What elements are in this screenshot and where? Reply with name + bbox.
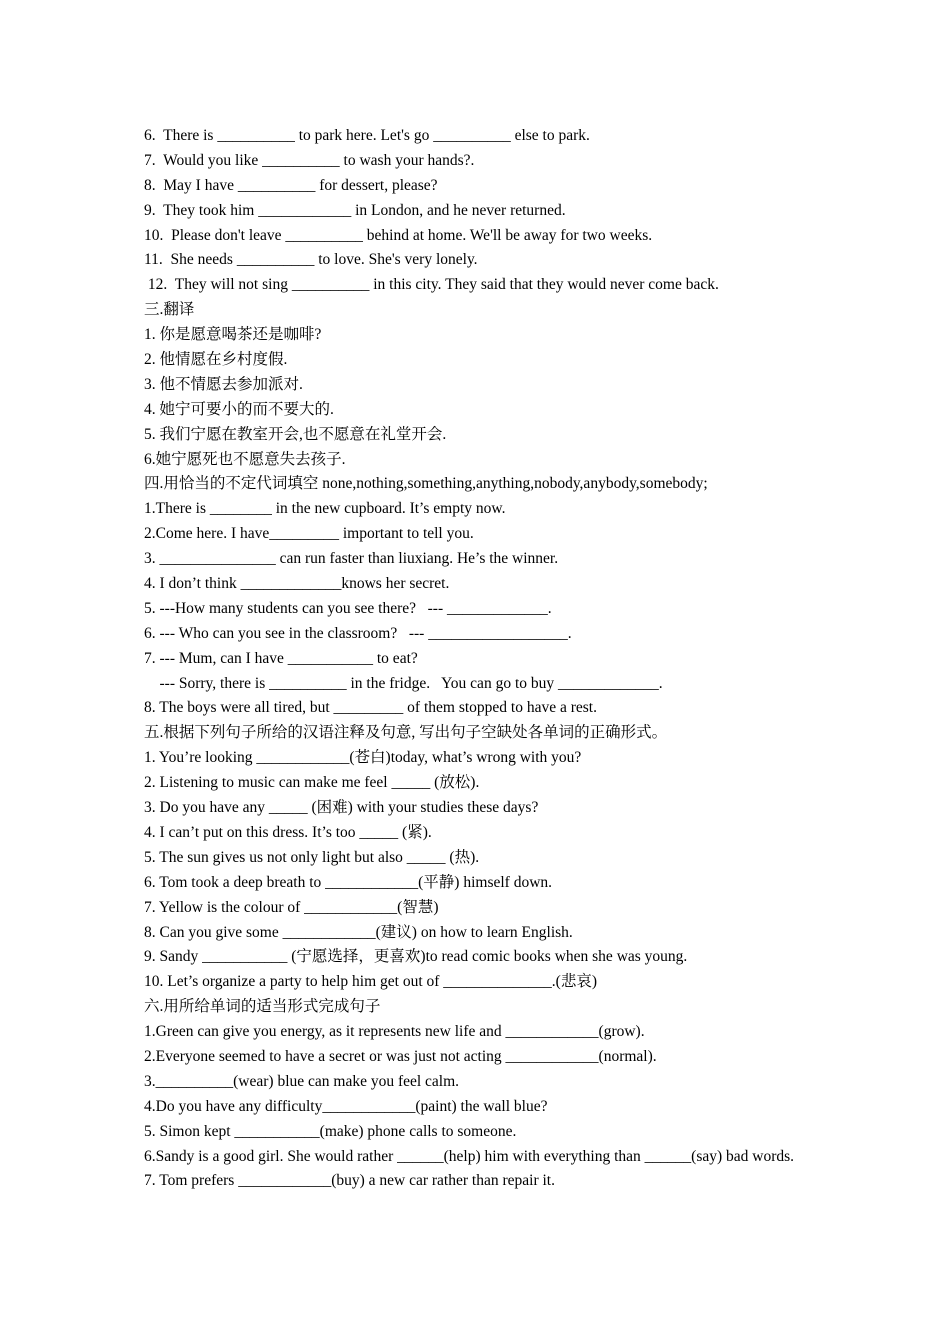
exercise-line: 8. Can you give some ____________(建议) on how to learn English. bbox=[144, 923, 573, 941]
exercise-line: 4. 她宁可要小的而不要大的. bbox=[144, 400, 334, 418]
exercise-line: 1.There is ________ in the new cupboard. It’s empty now. bbox=[144, 500, 506, 518]
exercise-line: 8. May I have __________ for dessert, please? bbox=[144, 176, 438, 194]
exercise-line: 5. The sun gives us not only light but also _____ (热). bbox=[144, 848, 480, 866]
section-heading-given-words: 六.用所给单词的适当形式完成句子 bbox=[144, 998, 381, 1016]
exercise-line: 6. --- Who can you see in the classroom? --- __________________. bbox=[144, 624, 572, 642]
exercise-line: 7. Would you like __________ to wash your hands?. bbox=[144, 151, 475, 169]
exercise-line: 11. She needs __________ to love. She's very lonely. bbox=[144, 251, 478, 269]
exercise-line: 2.Come here. I have_________ important to tell you. bbox=[144, 525, 474, 543]
exercise-line: 4. I can’t put on this dress. It’s too _____ (紧). bbox=[144, 823, 432, 841]
exercise-line: 5. Simon kept ___________(make) phone calls to someone. bbox=[144, 1122, 517, 1140]
exercise-line: 5. ---How many students can you see there? --- _____________. bbox=[144, 599, 552, 617]
exercise-line: 6.她宁愿死也不愿意失去孩子. bbox=[144, 450, 346, 468]
exercise-line: 7. Tom prefers ____________(buy) a new car rather than repair it. bbox=[144, 1172, 555, 1190]
exercise-line: 6.Sandy is a good girl. She would rather ______(help) him with everything than ______(say) bad words. bbox=[144, 1147, 795, 1165]
section-heading-pronouns: 四.用恰当的不定代词填空 none,nothing,something,anything,nobody,anybody,somebody; bbox=[144, 475, 708, 493]
exercise-line: 4. I don’t think _____________knows her secret. bbox=[144, 575, 450, 593]
exercise-line: 3. Do you have any _____ (困难) with your studies these days? bbox=[144, 799, 539, 817]
exercise-line: 7. --- Mum, can I have ___________ to eat? bbox=[144, 649, 418, 667]
exercise-line: 1. 你是愿意喝茶还是咖啡? bbox=[144, 326, 322, 344]
exercise-line: 9. They took him ____________ in London, and he never returned. bbox=[144, 201, 566, 219]
exercise-line: --- Sorry, there is __________ in the fridge. You can go to buy _____________. bbox=[144, 674, 663, 692]
exercise-line: 3. 他不情愿去参加派对. bbox=[144, 375, 303, 393]
exercise-line: 2. 他情愿在乡村度假. bbox=[144, 351, 288, 369]
exercise-line: 12. They will not sing __________ in this city. They said that they would never come back. bbox=[144, 276, 719, 294]
section-heading-translation: 三.翻译 bbox=[144, 301, 195, 319]
exercise-line: 3. _______________ can run faster than liuxiang. He’s the winner. bbox=[144, 550, 559, 568]
exercise-line: 9. Sandy ___________ (宁愿选择，更喜欢)to read comic books when she was young. bbox=[144, 948, 688, 966]
exercise-line: 1. You’re looking ____________(苍白)today, what’s wrong with you? bbox=[144, 749, 582, 767]
exercise-line: 2. Listening to music can make me feel _____ (放松). bbox=[144, 774, 480, 792]
exercise-line: 5. 我们宁愿在教室开会,也不愿意在礼堂开会. bbox=[144, 425, 447, 443]
section-heading-word-forms: 五.根据下列句子所给的汉语注释及句意, 写出句子空缺处各单词的正确形式。 bbox=[144, 724, 668, 742]
exercise-line: 1.Green can give you energy, as it represents new life and ____________(grow). bbox=[144, 1023, 645, 1041]
exercise-line: 6. Tom took a deep breath to ____________(平静) himself down. bbox=[144, 873, 553, 891]
exercise-line: 7. Yellow is the colour of ____________(智慧) bbox=[144, 898, 439, 916]
exercise-line: 6. There is __________ to park here. Let's go __________ else to park. bbox=[144, 127, 590, 144]
exercise-line: 2.Everyone seemed to have a secret or was just not acting ____________(normal). bbox=[144, 1047, 657, 1065]
exercise-line: 10. Let’s organize a party to help him get out of ______________.(悲哀) bbox=[144, 973, 598, 991]
exercise-line: 4.Do you have any difficulty____________(paint) the wall blue? bbox=[144, 1097, 548, 1115]
worksheet-page bbox=[144, 124, 824, 1194]
exercise-line: 8. The boys were all tired, but _________ of them stopped to have a rest. bbox=[144, 699, 597, 717]
exercise-line: 10. Please don't leave __________ behind at home. We'll be away for two weeks. bbox=[144, 226, 653, 244]
exercise-line: 3.__________(wear) blue can make you feel calm. bbox=[144, 1072, 460, 1090]
